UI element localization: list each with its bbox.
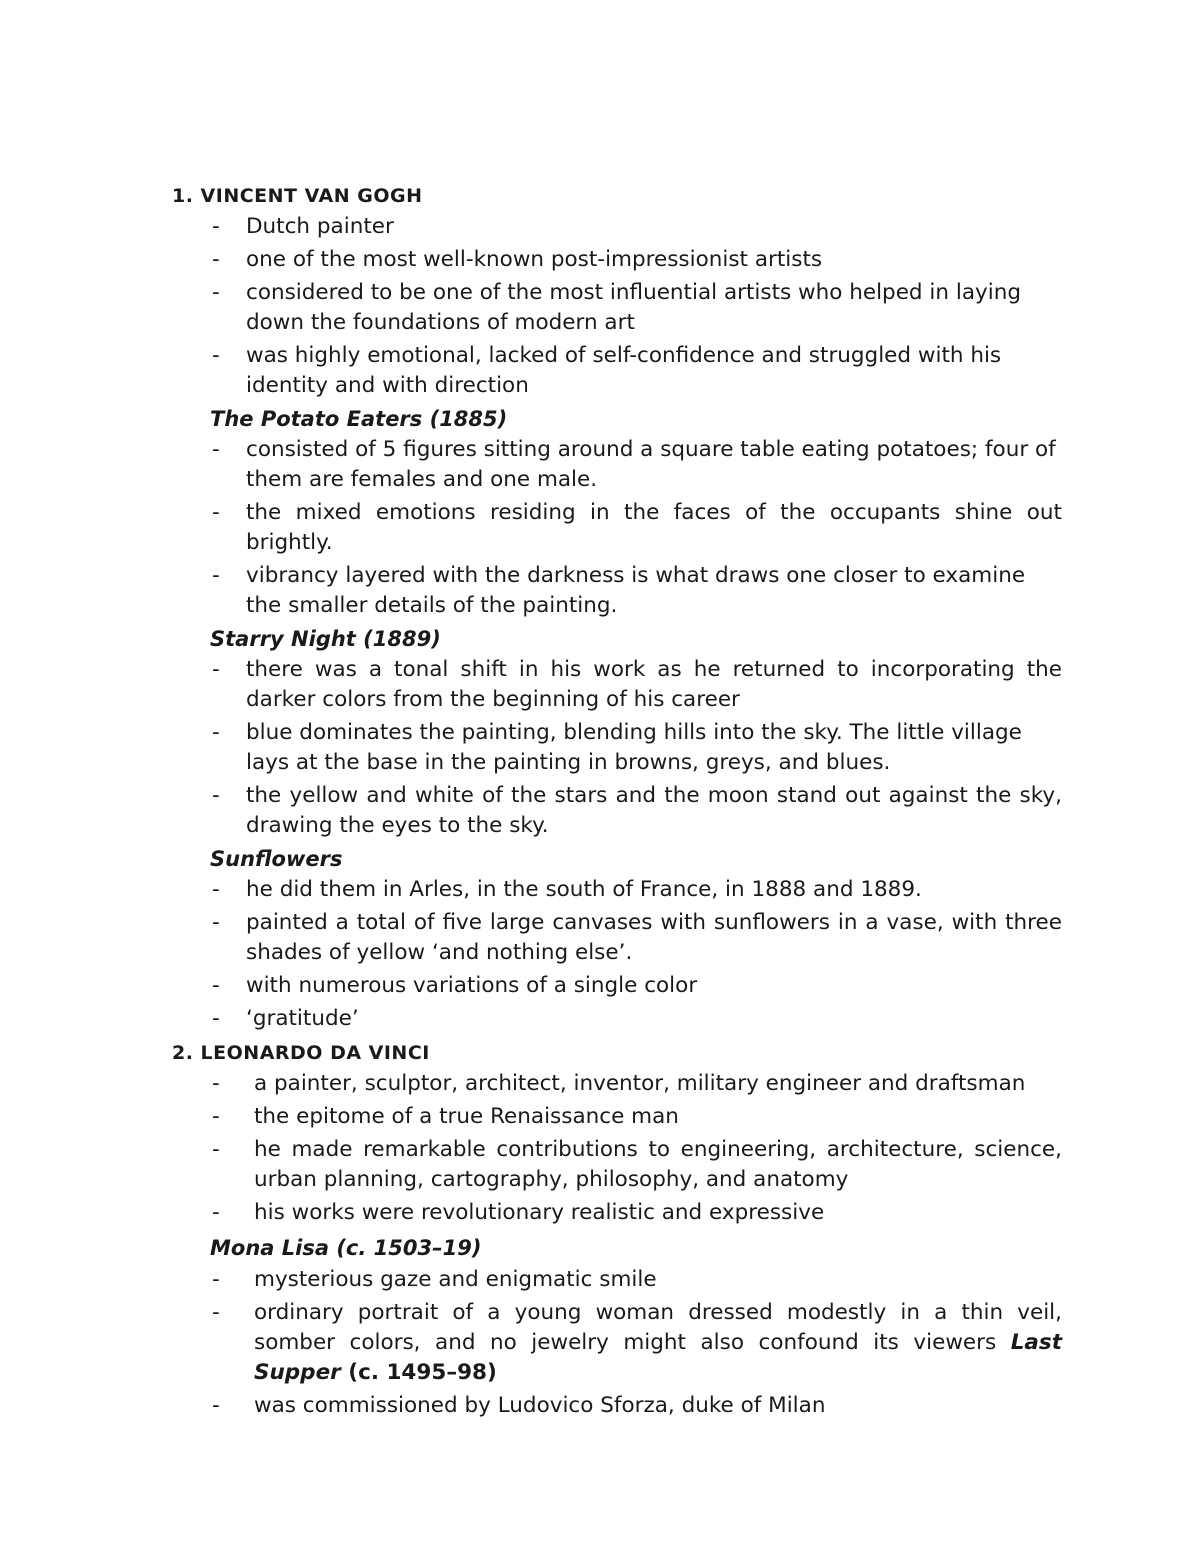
list-item [172,1102,1062,1132]
list-item [172,781,1062,841]
section-heading: 2. LEONARDO DA VINCI [172,1042,430,1064]
list-item-text: painted a total of five large canvases with sunflowers in a vase, with three shades of yellow ‘and nothing else’. [246,910,1062,965]
list-item [172,655,1062,715]
dash-bullet: - [212,500,220,525]
section-van-gogh [172,180,1062,1034]
dash-bullet: - [212,877,220,902]
dash-bullet: - [212,1267,220,1292]
dash-bullet: - [212,1071,220,1096]
list-item-text: he did them in Arles, in the south of France, in 1888 and 1889. [246,877,922,902]
artwork-title: Starry Night (1889) [210,627,441,651]
dash-bullet: - [212,973,220,998]
list-item-text: he made remarkable contributions to engineering, architecture, science, urban planning, cartography, philosophy, and anatomy [254,1137,1062,1192]
artwork-title: Sunflowers [210,847,343,871]
dash-bullet: - [212,1006,220,1031]
list-item [172,1298,1062,1388]
section-da-vinci [172,1037,1062,1421]
list-item [172,1004,1062,1034]
artwork-title-inline: Last Supper [254,1330,1062,1385]
list-item [172,245,1062,275]
list-item [172,1265,1062,1295]
list-item-text: was highly emotional, lacked of self-confidence and struggled with his identity and with direction [246,343,1002,398]
dash-bullet: - [212,783,220,808]
dash-bullet: - [212,214,220,239]
list-item-text: with numerous variations of a single color [246,973,698,998]
dash-bullet: - [212,280,220,305]
artwork-date-inline: (c. 1495–98) [340,1360,497,1385]
list-item [172,435,1062,495]
list-item [172,278,1062,338]
list-item [172,561,1062,621]
list-item [172,875,1062,905]
list-item [172,341,1062,401]
list-item-text: blue dominates the painting, blending hills into the sky. The little village lays at the base in the painting in browns, greys, and blues. [246,720,1022,775]
list-item-text: Dutch painter [246,214,394,239]
list-item [172,212,1062,242]
dash-bullet: - [212,1393,220,1418]
list-item-text: mysterious gaze and enigmatic smile [254,1267,657,1292]
list-item [172,971,1062,1001]
list-item [172,1069,1062,1099]
list-item-text: ordinary portrait of a young woman dressed modestly in a thin veil, somber colors, and no jewelry might also confound its viewers [254,1300,1062,1355]
dash-bullet: - [212,910,220,935]
list-item [172,718,1062,778]
dash-bullet: - [212,1300,220,1325]
list-item [172,1135,1062,1195]
list-item-text: there was a tonal shift in his work as he returned to incorporating the darker colors from the beginning of his career [246,657,1062,712]
dash-bullet: - [212,247,220,272]
list-item-text: a painter, sculptor, architect, inventor, military engineer and draftsman [254,1071,1026,1096]
list-item-text: his works were revolutionary realistic and expressive [254,1200,825,1225]
dash-bullet: - [212,1137,220,1162]
list-item-text: considered to be one of the most influential artists who helped in laying down the foundations of modern art [246,280,1021,335]
artwork-title: Mona Lisa (c. 1503–19) [210,1236,482,1260]
dash-bullet: - [212,1104,220,1129]
list-item-text: the epitome of a true Renaissance man [254,1104,679,1129]
list-item-text: ‘gratitude’ [246,1006,359,1031]
dash-bullet: - [212,657,220,682]
dash-bullet: - [212,563,220,588]
dash-bullet: - [212,720,220,745]
dash-bullet: - [212,343,220,368]
list-item-text: consisted of 5 figures sitting around a square table eating potatoes; four of them are females and one male. [246,437,1056,492]
list-item-text: was commissioned by Ludovico Sforza, duke of Milan [254,1393,826,1418]
artwork-title: The Potato Eaters (1885) [210,407,508,431]
list-item-text: vibrancy layered with the darkness is what draws one closer to examine the smaller details of the painting. [246,563,1026,618]
section-heading: 1. VINCENT VAN GOGH [172,185,423,207]
list-item [172,1391,1062,1421]
document-body [172,180,1062,1424]
list-item-text: the mixed emotions residing in the faces of the occupants shine out brightly. [246,500,1062,555]
dash-bullet: - [212,437,220,462]
list-item [172,1198,1062,1228]
list-item-text: one of the most well-known post-impressionist artists [246,247,823,272]
list-item-text: the yellow and white of the stars and the moon stand out against the sky, drawing the eyes to the sky. [246,783,1062,838]
list-item [172,908,1062,968]
dash-bullet: - [212,1200,220,1225]
list-item [172,498,1062,558]
